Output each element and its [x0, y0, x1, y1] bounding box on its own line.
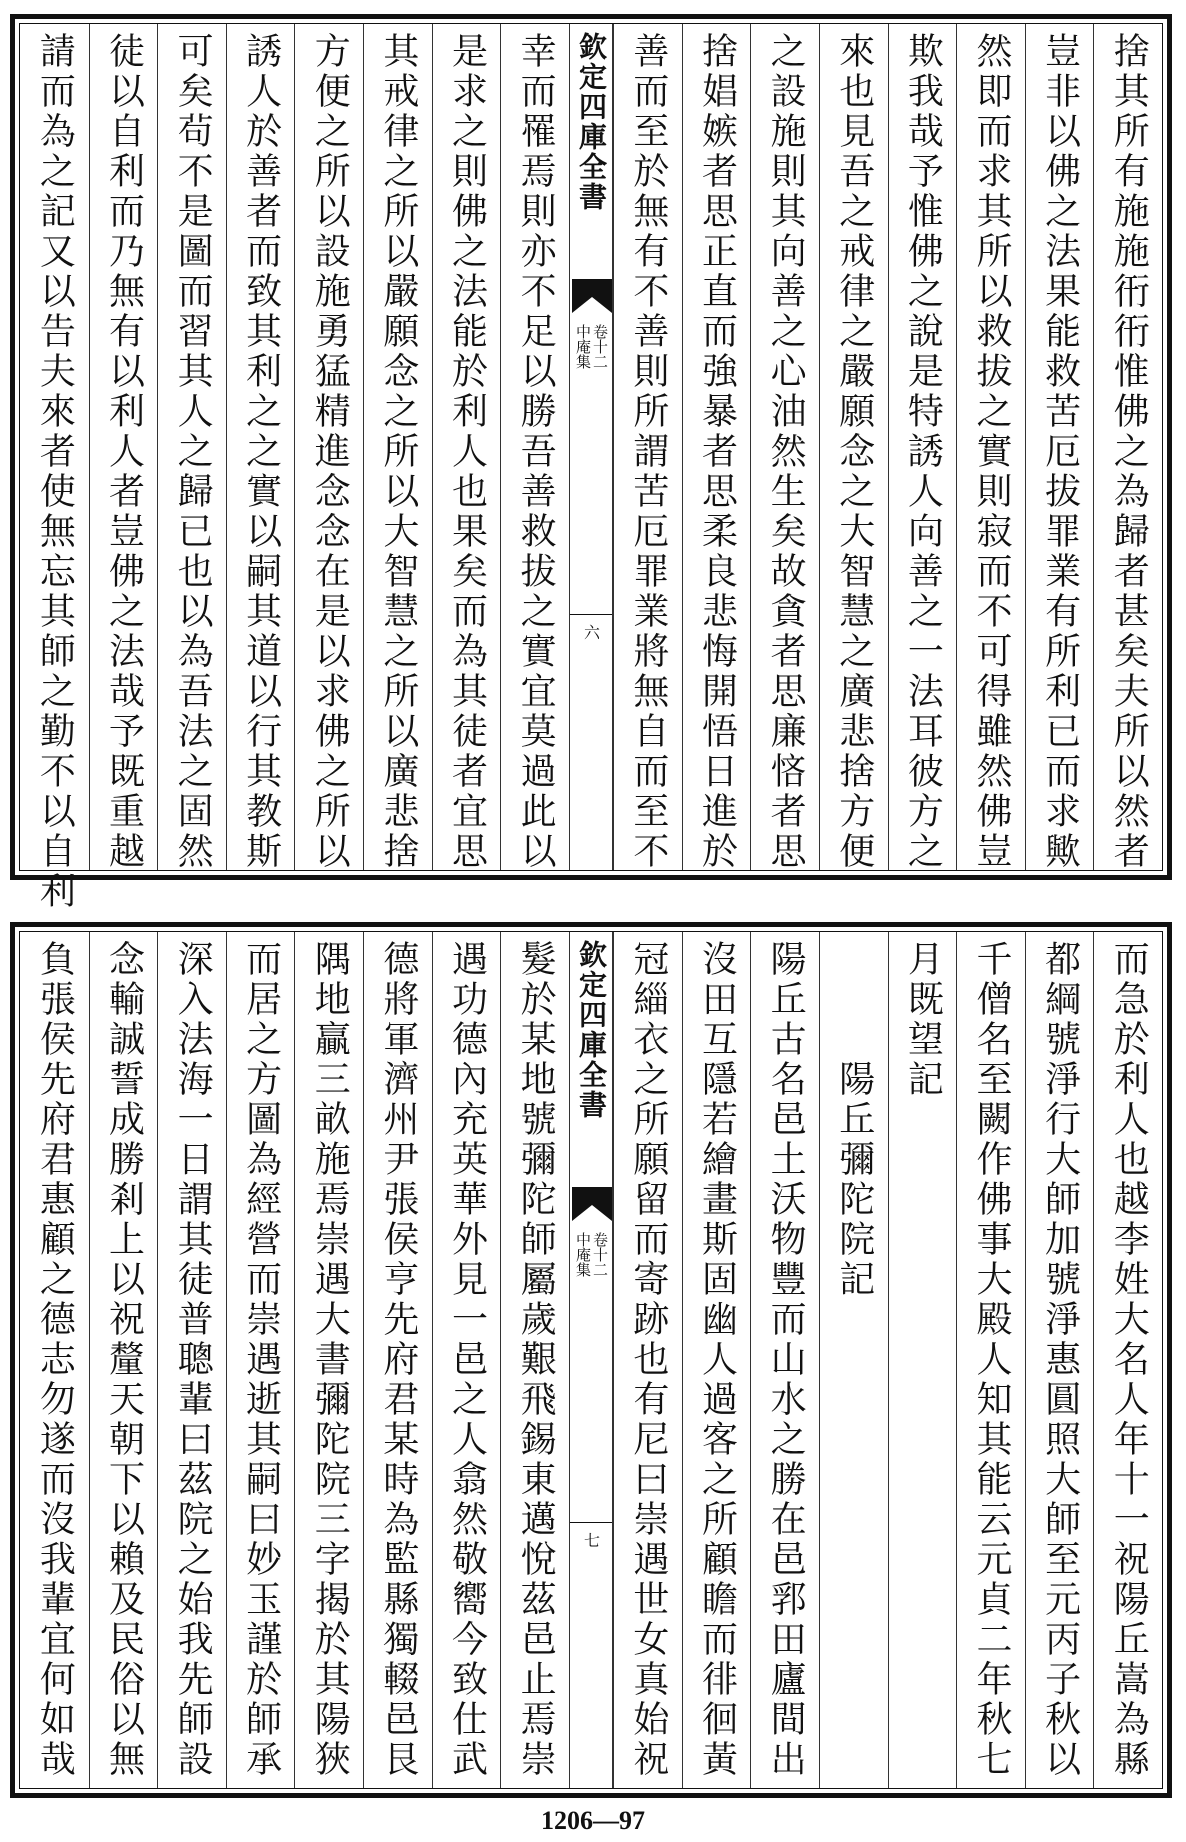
text-column: 沒田互隱若繪畫斯固幽人過客之所顧瞻而徘徊黃 [682, 932, 751, 1788]
text-column: 深入法海一日謂其徒普聰輩曰茲院之始我先師設 [157, 932, 226, 1788]
text-column: 而急於利人也越李姓大名人年十一祝陽丘嵩為縣 [1093, 932, 1162, 1788]
text-column: 其戒律之所以嚴願念之所以大智慧之所以廣悲捨 [363, 24, 432, 870]
folio-page-lower [10, 922, 1172, 1798]
fold-center-column [569, 932, 613, 1788]
text-column: 都綱號淨行大師加號淨惠圓照大師至元丙子秋以 [1025, 932, 1094, 1788]
text-column: 幸而罹焉則亦不足以勝吾善救拔之實宜莫過此以 [500, 24, 569, 870]
collection-title: 欽定四庫全書 [575, 940, 609, 1120]
text-column: 髮於某地號彌陀師屬歲艱飛錫東邁悅茲邑止焉崇 [500, 932, 569, 1788]
text-frame [19, 23, 1163, 912]
text-column: 千僧名至闕作佛事大殿人知其能云元貞二年秋七 [956, 932, 1025, 1788]
fold-center-column [569, 24, 613, 870]
essay-title: 陽丘彌陀院記 [819, 932, 888, 1788]
text-column: 之設施則其向善之心油然生矣故貪者思廉悋者思 [750, 24, 819, 870]
text-column: 然即而求其所以救拔之實則寂而不可得雖然佛豈 [956, 24, 1025, 870]
text-column: 負張侯先府君惠顧之德志勿遂而沒我輩宜何如哉 [34, 940, 76, 1780]
text-column: 可矣茍不是圖而習其人之歸已也以為吾法之固然 [157, 24, 226, 870]
text-column: 是求之則佛之法能於利人也果矣而為其徒者宜思 [432, 24, 501, 870]
text-column: 德將軍濟州尹張侯亨先府君某時為監縣獨輟邑艮 [363, 932, 432, 1788]
text-column: 月既望記 [888, 932, 957, 1788]
folio-page-upper [10, 14, 1172, 912]
fishtail-mark-icon [572, 279, 612, 313]
text-column: 陽丘古名邑土沃物豐而山水之勝在邑郛田廬間出 [750, 932, 819, 1788]
text-frame [19, 931, 1163, 1789]
page-number: 六 [581, 624, 601, 640]
text-column: 念輸誠誓成勝剎上以祝釐天朝下以賴及民俗以無 [89, 932, 158, 1788]
volume-label: 中庵集 卷十二 [574, 1232, 610, 1277]
text-column: 方便之所以設施勇猛精進念念在是以求佛之所以 [294, 24, 363, 870]
text-column: 欺我哉予惟佛之說是特誘人向善之一法耳彼方之 [888, 24, 957, 870]
volume-label: 中庵集 卷十二 [574, 324, 610, 369]
text-column: 冠緇衣之所願留而寄跡也有尼曰崇遇世女真始祝 [613, 932, 682, 1788]
text-column: 來也見吾之戒律之嚴願念之大智慧之廣悲捨方便 [819, 24, 888, 870]
text-column: 而居之方圖為經營而崇遇逝其嗣曰妙玉謹於師承 [226, 932, 295, 1788]
text-column: 誘人於善者而致其利之之實以嗣其道以行其教斯 [226, 24, 295, 870]
fishtail-mark-icon [572, 1187, 612, 1221]
text-column: 請而為之記又以告夫來者使無忘其師之勤不以自利 [34, 32, 76, 912]
text-column: 豈非以佛之法果能救苦厄拔罪業有所利已而求歟 [1025, 24, 1094, 870]
collection-title: 欽定四庫全書 [575, 32, 609, 212]
text-column: 善而至於無有不善則所謂苦厄罪業將無自而至不 [613, 24, 682, 870]
text-column: 捨娼嫉者思正直而強暴者思柔良悲悔開悟日進於 [682, 24, 751, 870]
text-column: 徒以自利而乃無有以利人者豈佛之法哉予既重越 [89, 24, 158, 870]
text-column: 遇功德內充英華外見一邑之人翕然敬嚮今致仕武 [432, 932, 501, 1788]
text-column: 隅地贏三畝施焉崇遇大書彌陀院三字揭於其陽狹 [294, 932, 363, 1788]
reprint-page-number: 1206—97 [541, 1806, 645, 1835]
page-number: 七 [581, 1532, 601, 1548]
text-column: 捨其所有施施衎衎惟佛之為歸者甚矣夫所以然者 [1093, 24, 1162, 870]
